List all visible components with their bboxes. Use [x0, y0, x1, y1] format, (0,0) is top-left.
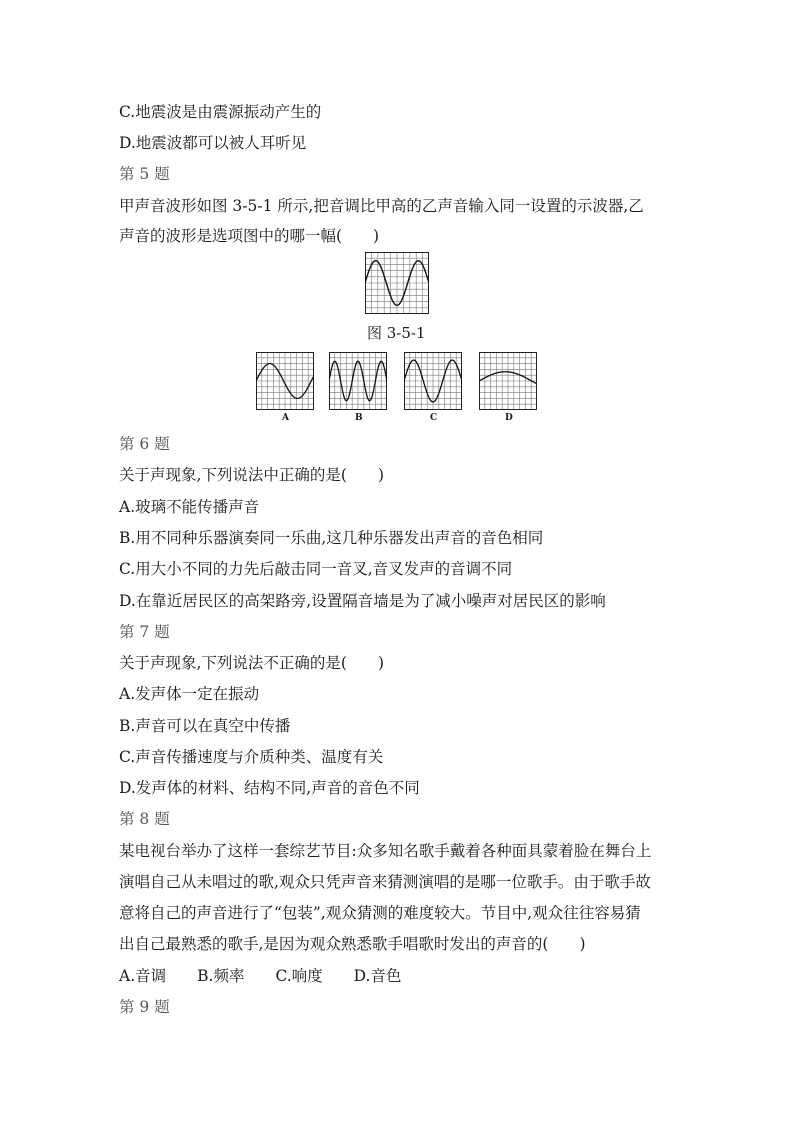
q8-options: A.音调 B.频率 C.响度 D.音色: [119, 967, 402, 985]
question-8-stem-line-1: 某电视台举办了这样一套综艺节目:众多知名歌手戴着各种面具蒙着脸在舞台上: [119, 842, 652, 860]
question-8-stem-line-3: 意将自己的声音进行了“包装”,观众猜测的难度较大。节目中,观众往往容易猜: [119, 904, 641, 922]
question-5-number: 第 5 题: [119, 165, 170, 183]
q7-option-c: C.声音传播速度与介质种类、温度有关: [119, 748, 384, 766]
option-c-waveform: [404, 352, 462, 410]
option-b-label: B: [355, 413, 363, 423]
q6-option-d: D.在靠近居民区的高架路旁,设置隔音墙是为了减小噪声对居民区的影响: [119, 592, 606, 610]
q7-option-d: D.发声体的材料、结构不同,声音的音色不同: [119, 779, 420, 797]
question-8-stem-line-4: 出自己最熟悉的歌手,是因为观众熟悉歌手唱歌时发出的声音的( ): [119, 935, 586, 953]
q6-option-c: C.用大小不同的力先后敲击同一音叉,音叉发声的音调不同: [119, 560, 513, 578]
q7-option-a: A.发声体一定在振动: [119, 685, 260, 703]
reference-waveform-figure: [365, 252, 429, 314]
q6-option-a: A.玻璃不能传播声音: [119, 498, 260, 516]
q7-option-b: B.声音可以在真空中传播: [119, 717, 291, 735]
question-7-number: 第 7 题: [119, 623, 170, 641]
option-c-label: C: [430, 413, 438, 423]
question-6-stem: 关于声现象,下列说法中正确的是( ): [119, 466, 385, 484]
q4-option-d: D.地震波都可以被人耳听见: [119, 134, 307, 152]
question-8-stem-line-2: 演唱自己从未唱过的歌,观众只凭声音来猜测演唱的是哪一位歌手。由于歌手故: [119, 873, 651, 891]
option-d-waveform: [479, 352, 537, 410]
question-7-stem: 关于声现象,下列说法不正确的是( ): [119, 654, 385, 672]
option-a-label: A: [282, 413, 289, 423]
option-a-waveform: [256, 352, 314, 410]
option-d-label: D: [505, 413, 513, 423]
q4-option-c: C.地震波是由震源振动产生的: [119, 103, 322, 121]
figure-caption: 图 3-5-1: [367, 324, 426, 342]
question-9-number: 第 9 题: [119, 998, 170, 1016]
q6-option-b: B.用不同种乐器演奏同一乐曲,这几种乐器发出声音的音色相同: [119, 529, 544, 547]
question-5-stem-line-2: 声音的波形是选项图中的哪一幅( ): [119, 227, 380, 245]
option-b-waveform: [329, 352, 387, 410]
question-5-stem-line-1: 甲声音波形如图 3-5-1 所示,把音调比甲高的乙声音输入同一设置的示波器,乙: [119, 197, 644, 215]
question-6-number: 第 6 题: [119, 435, 170, 453]
question-8-number: 第 8 题: [119, 810, 170, 828]
